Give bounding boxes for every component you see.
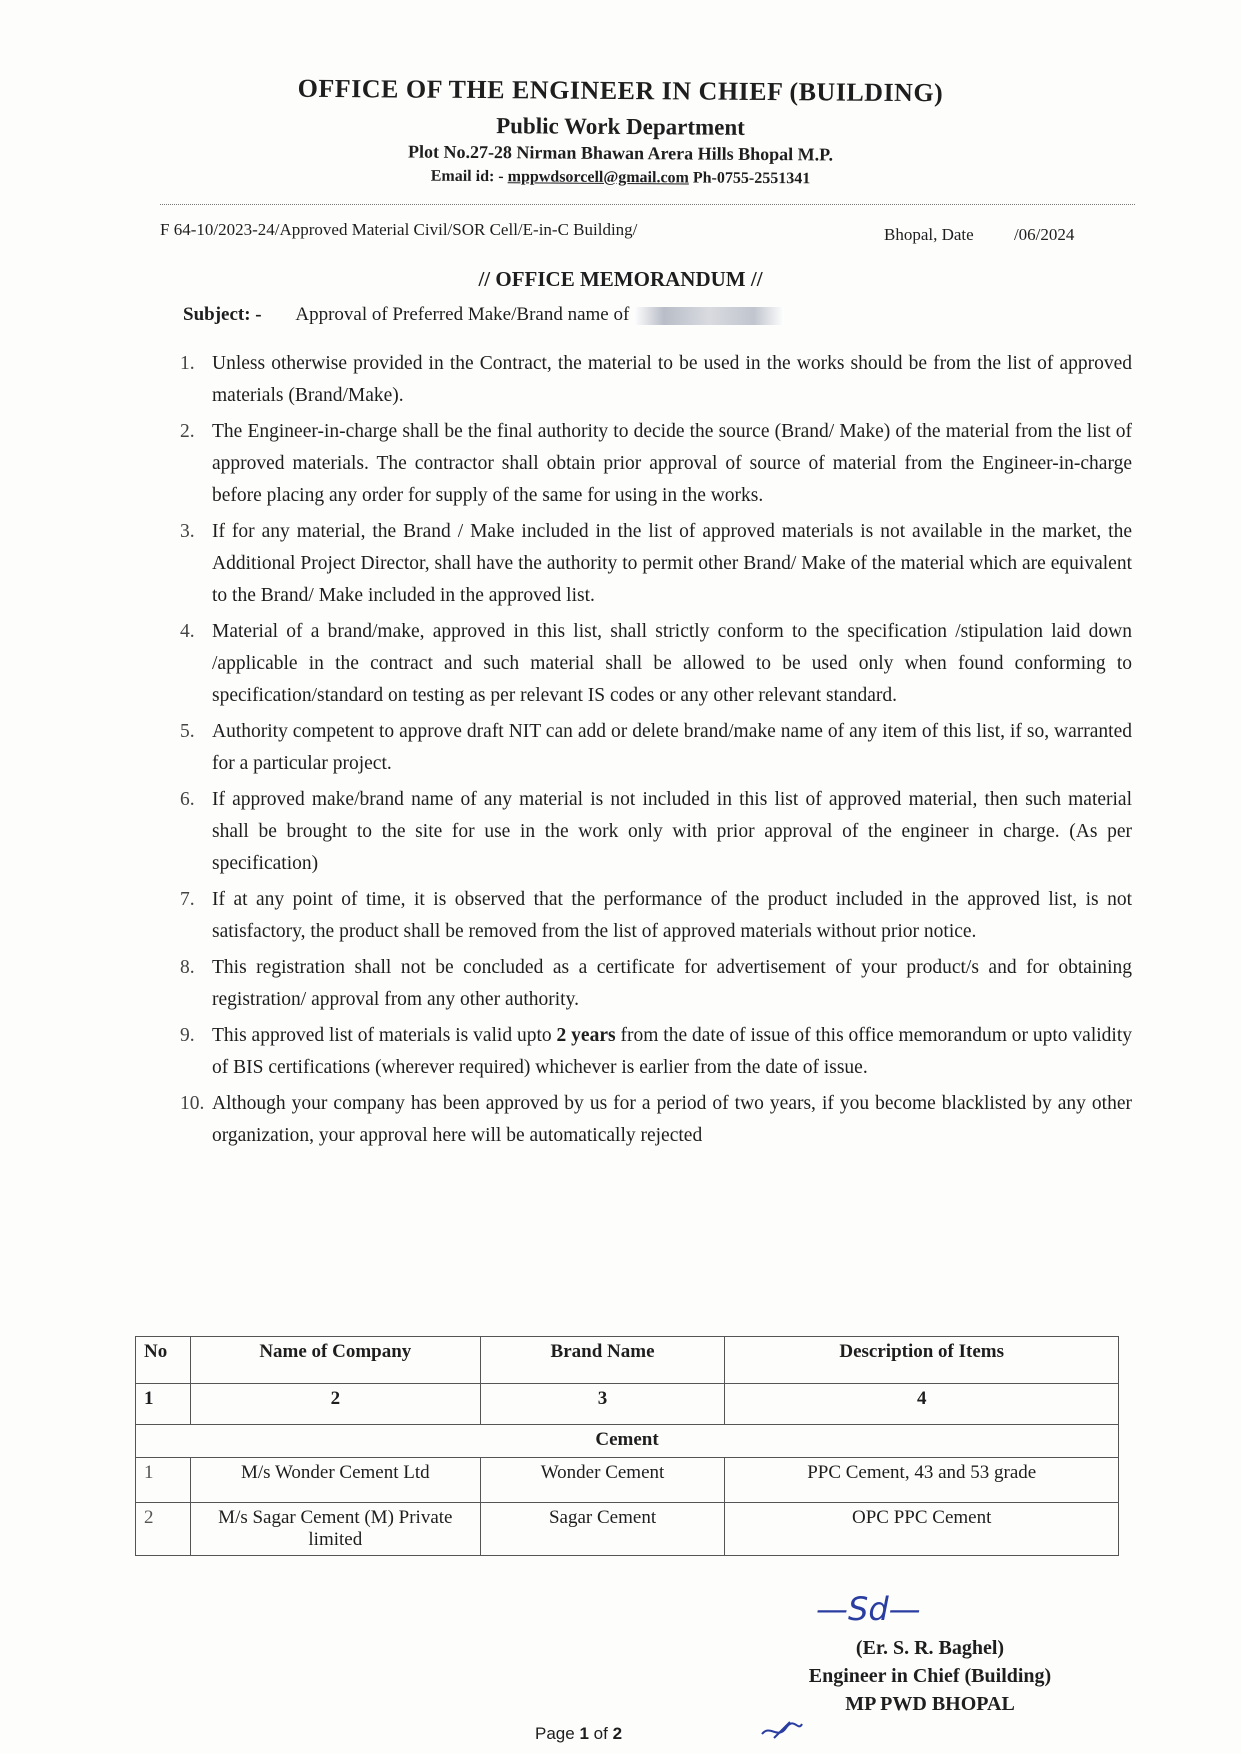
item-number: 8. xyxy=(180,957,195,978)
subject-line xyxy=(183,304,784,326)
list-item xyxy=(180,1020,1132,1084)
page-of: of xyxy=(593,1724,608,1743)
item-number: 4. xyxy=(180,621,195,642)
initials-scribble-icon xyxy=(760,1720,804,1742)
table-row xyxy=(136,1458,1119,1503)
item-text: This approved list of materials is valid upto xyxy=(212,1025,552,1046)
category-label: Cement xyxy=(136,1425,1119,1458)
list-item xyxy=(180,716,1132,780)
list-item xyxy=(180,784,1132,880)
date-line xyxy=(884,225,1074,245)
item-number: 2. xyxy=(180,421,195,442)
row-no: 1 xyxy=(136,1458,191,1503)
col-number: 3 xyxy=(480,1384,725,1425)
email-label: Email id: - xyxy=(430,167,504,186)
date-label: Bhopal, Date xyxy=(884,225,974,244)
validity-period: 2 years xyxy=(556,1025,616,1046)
item-number: 5. xyxy=(180,721,195,742)
subject-text: Approval of Preferred Make/Brand name of xyxy=(295,304,630,325)
item-number: 10. xyxy=(180,1093,205,1114)
date-value: /06/2024 xyxy=(1013,225,1075,244)
item-description: PPC Cement, 43 and 53 grade xyxy=(725,1458,1119,1503)
item-text: The Engineer-in-charge shall be the final authority to decide the source (Brand/ Make) of the material from the list of approved materials. The contractor shall obtain prior approval of source of material from the Engineer-in-charge before placing any order for supply of the same for using in the works. xyxy=(212,421,1132,506)
item-text: This registration shall not be concluded as a certificate for advertisement of your product/s and for obtaining registration/ approval from any other authority. xyxy=(212,957,1132,1010)
item-text: Authority competent to approve draft NIT can add or delete brand/make name of any item of this list, if so, warranted for a particular project. xyxy=(212,721,1132,774)
company-name: M/s Sagar Cement (M) Private limited xyxy=(190,1503,480,1556)
item-description: OPC PPC Cement xyxy=(725,1503,1119,1556)
signature-block xyxy=(770,1634,1090,1718)
item-number: 9. xyxy=(180,1025,195,1046)
office-title: OFFICE OF THE ENGINEER IN CHIEF (BUILDING) xyxy=(297,73,944,108)
list-item xyxy=(180,884,1132,948)
brand-name: Wonder Cement xyxy=(480,1458,725,1503)
header-company: Name of Company xyxy=(190,1337,480,1384)
column-number-row xyxy=(136,1384,1119,1425)
list-item xyxy=(180,516,1132,612)
signature-mark: —Sd— xyxy=(816,1590,921,1628)
company-name: M/s Wonder Cement Ltd xyxy=(190,1458,480,1503)
brand-name: Sagar Cement xyxy=(480,1503,725,1556)
conditions-list xyxy=(180,348,1132,1156)
page-total: 2 xyxy=(612,1724,623,1743)
col-number: 2 xyxy=(190,1384,480,1425)
signatory-name: (Er. S. R. Baghel) xyxy=(855,1637,1005,1659)
contact-line xyxy=(0,165,1241,192)
page-number xyxy=(535,1724,622,1744)
reference-number: F 64-10/2023-24/Approved Material Civil/SOR Cell/E-in-C Building/ xyxy=(160,220,638,239)
list-item xyxy=(180,952,1132,1016)
header-no: No xyxy=(136,1337,191,1384)
item-text: Although your company has been approved by us for a period of two years, if you become blacklisted by any other organization, your approval here will be automatically rejected xyxy=(212,1093,1132,1146)
item-text: Material of a brand/make, approved in this list, shall strictly conform to the specification /stipulation laid down /applicable in the contract and such material shall be allowed to be used only when found conforming to specification/standard on testing as per relevant IS codes or any other relevant standard. xyxy=(212,621,1132,706)
row-no: 2 xyxy=(136,1503,191,1556)
item-text: If approved make/brand name of any material is not included in this list of approved material, then such material shall be brought to the site for use in the work only with prior approval of the engineer in charge. (As per specification) xyxy=(212,789,1132,874)
list-item xyxy=(180,348,1132,412)
office-address: Plot No.27-28 Nirman Bhawan Arera Hills Bhopal M.P. xyxy=(407,141,834,165)
col-number: 1 xyxy=(136,1384,191,1425)
signatory-title: Engineer in Chief (Building) xyxy=(808,1665,1052,1687)
list-item xyxy=(180,616,1132,712)
redacted-name xyxy=(634,307,784,325)
item-text: from the date of issue of this office memorandum or upto validity of BIS certifications (wherever required) whichever is earlier from the date of issue. xyxy=(212,1025,1133,1078)
item-text: If at any point of time, it is observed that the performance of the product included in the approved list, is not satisfactory, the product shall be removed from the list of approved materials without prior notice. xyxy=(212,889,1132,942)
header-brand: Brand Name xyxy=(480,1337,725,1384)
col-number: 4 xyxy=(725,1384,1119,1425)
list-item xyxy=(180,416,1132,512)
item-number: 1. xyxy=(180,353,195,374)
header-description: Description of Items xyxy=(725,1337,1119,1384)
department-name: Public Work Department xyxy=(496,113,745,140)
item-text: If for any material, the Brand / Make included in the list of approved materials is not available in the market, the Additional Project Director, shall have the authority to permit other Brand/ Make of the material which are equivalent to the Brand/ Make included in the approved list. xyxy=(212,521,1132,606)
item-number: 3. xyxy=(180,521,195,542)
phone-number: Ph-0755-2551341 xyxy=(692,169,811,188)
list-item xyxy=(180,1088,1132,1152)
email-link[interactable]: mppwdsorcell@gmail.com xyxy=(507,168,689,187)
item-text: Unless otherwise provided in the Contract, the material to be used in the works should be from the list of approved materials (Brand/Make). xyxy=(212,353,1132,406)
category-row xyxy=(136,1425,1119,1458)
page-current: 1 xyxy=(579,1724,589,1743)
signature-text: Sd xyxy=(848,1590,889,1628)
table-row xyxy=(136,1503,1119,1556)
memo-title: // OFFICE MEMORANDUM // xyxy=(478,267,763,291)
item-number: 7. xyxy=(180,889,195,910)
page-label: Page xyxy=(535,1724,575,1743)
approved-materials-table xyxy=(135,1336,1119,1556)
item-number: 6. xyxy=(180,789,195,810)
subject-label: Subject: - xyxy=(183,304,262,325)
header-divider xyxy=(160,204,1135,205)
table-header-row xyxy=(136,1337,1119,1384)
signatory-org: MP PWD BHOPAL xyxy=(845,1693,1015,1715)
